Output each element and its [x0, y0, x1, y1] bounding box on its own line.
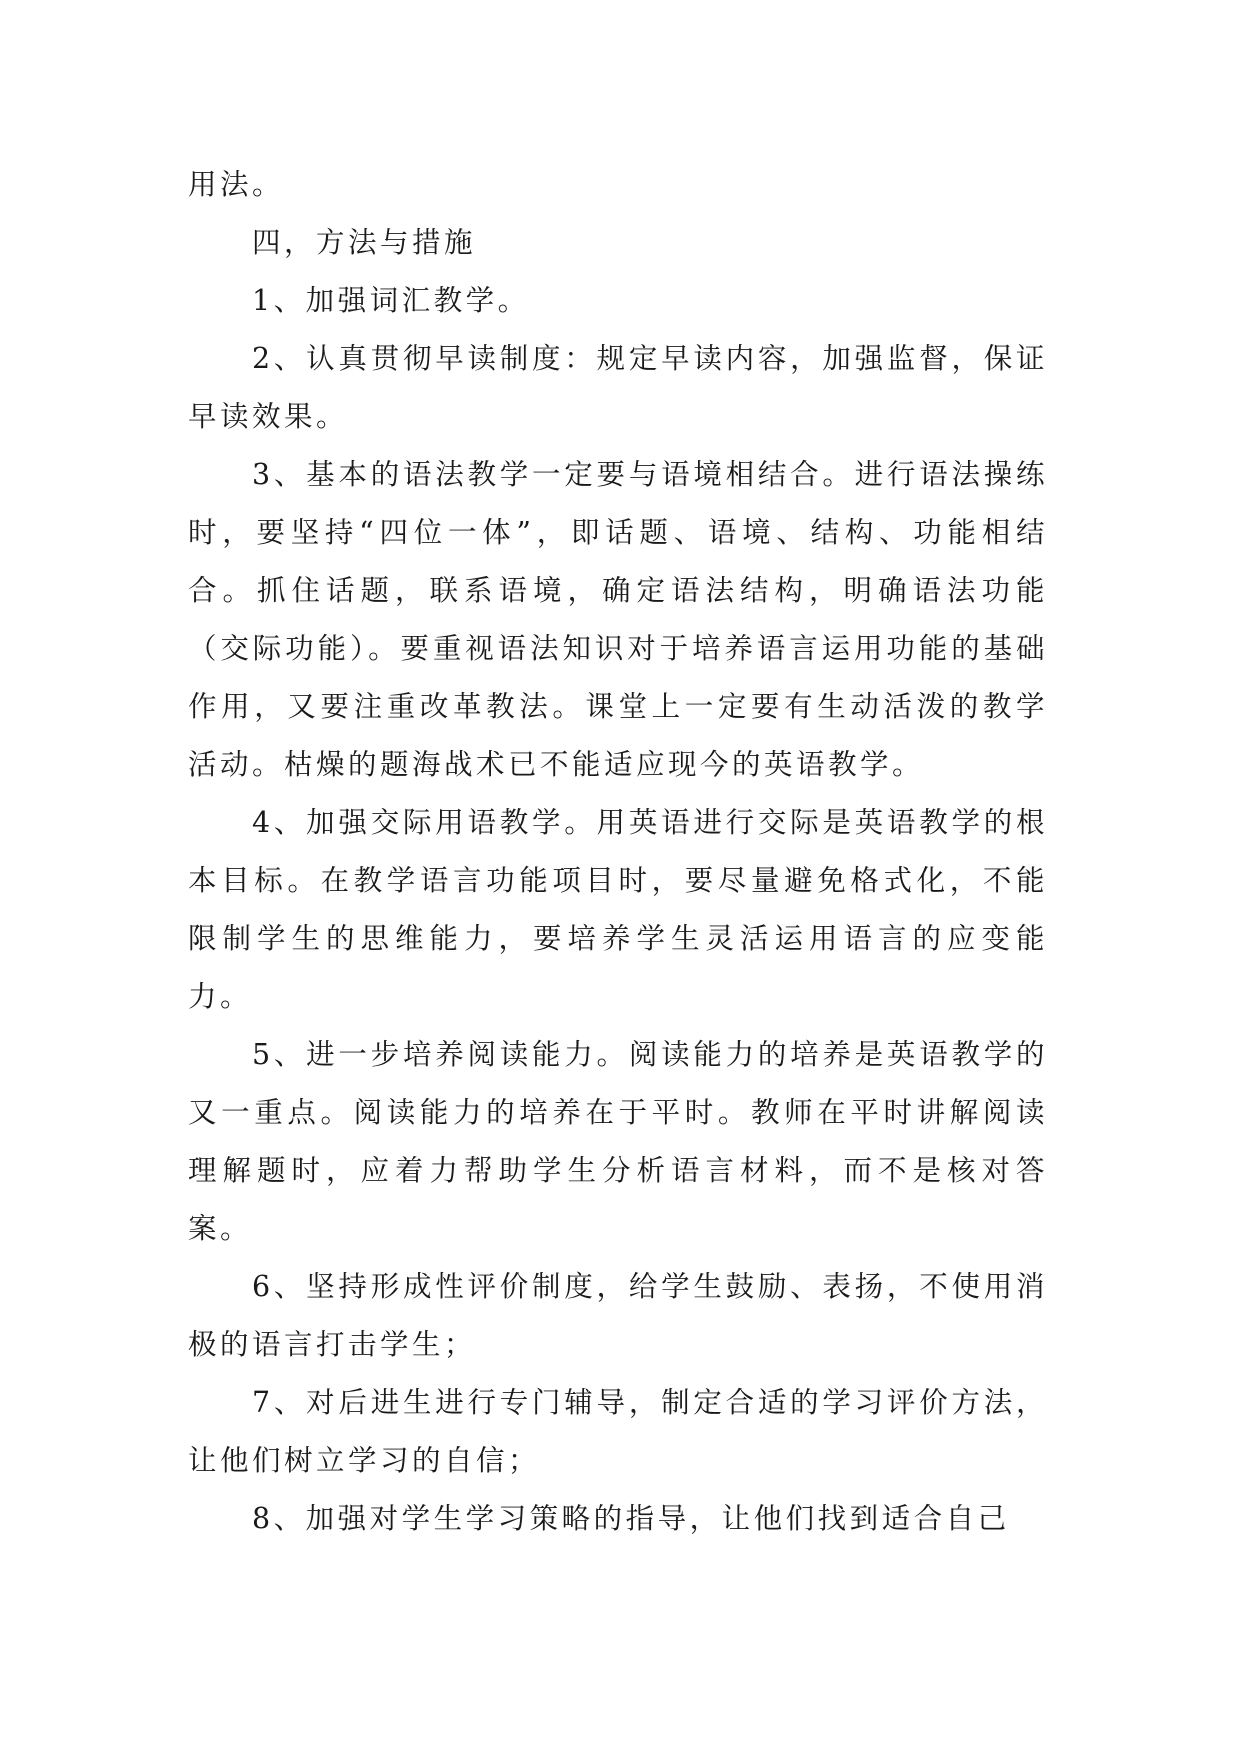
paragraph-item-2: 2、认真贯彻早读制度：规定早读内容，加强监督，保证早读效果。	[188, 342, 1048, 433]
paragraph-item-7: 7、对后进生进行专门辅导，制定合适的学习评价方法，让他们树立学习的自信；	[188, 1386, 1048, 1477]
section-heading: 四，方法与措施	[252, 226, 477, 259]
paragraph-item-4: 4、加强交际用语教学。用英语进行交际是英语教学的根本目标。在教学语言功能项目时，要尽量避免格式化，不能限制学生的思维能力，要培养学生灵活运用语言的应变能力。	[188, 806, 1048, 1013]
paragraph-item-3: 3、基本的语法教学一定要与语境相结合。进行语法操练时，要坚持“四位一体”，即话题、语境、结构、功能相结合。抓住话题，联系语境，确定语法结构，明确语法功能（交际功能）。要重视语法知识对于培养语言运用功能的基础作用，又要注重改革教法。课堂上一定要有生动活泼的教学活动。枯燥的题海战术已不能适应现今的英语教学。	[188, 458, 1048, 781]
paragraph-item-5: 5、进一步培养阅读能力。阅读能力的培养是英语教学的又一重点。阅读能力的培养在于平时。教师在平时讲解阅读理解题时，应着力帮助学生分析语言材料，而不是核对答案。	[188, 1038, 1048, 1245]
document-body	[188, 156, 1048, 1548]
paragraph-continuation: 用法。	[188, 168, 285, 201]
paragraph-item-6: 6、坚持形成性评价制度，给学生鼓励、表扬，不使用消极的语言打击学生；	[188, 1270, 1048, 1361]
paragraph-item-1: 1、加强词汇教学。	[252, 284, 530, 317]
paragraph-item-8: 8、加强对学生学习策略的指导，让他们找到适合自己	[252, 1502, 1010, 1535]
